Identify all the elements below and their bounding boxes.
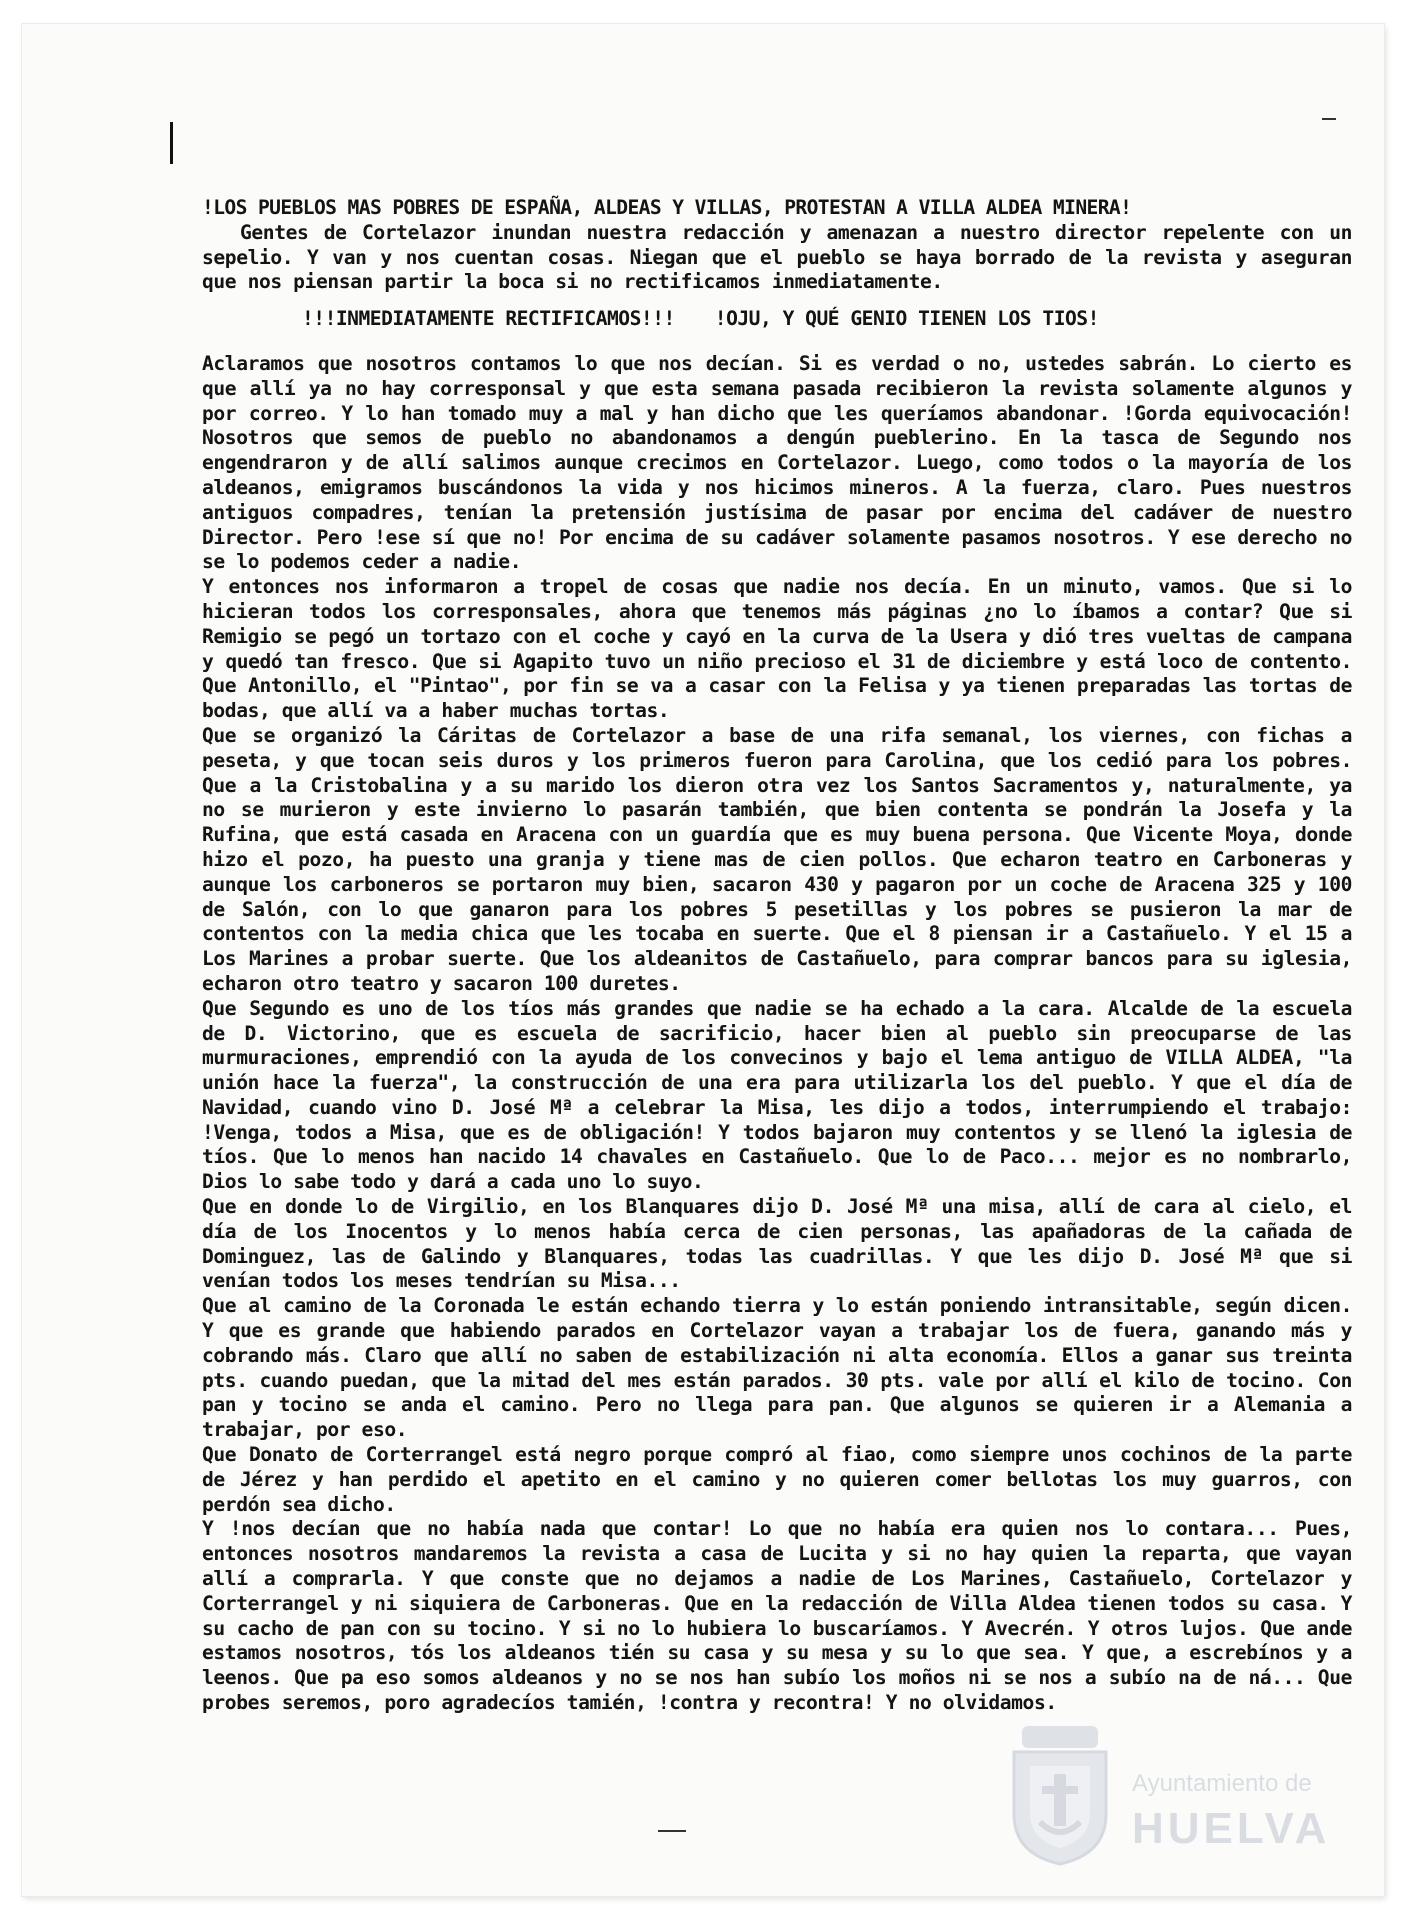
document-title: !LOS PUEBLOS MAS POBRES DE ESPAÑA, ALDEAS Y VILLAS, PROTESTAN A VILLA ALDEA MINERA! — [202, 196, 1132, 219]
corner-mark — [1322, 118, 1336, 120]
watermark-line2: HUELVA — [1132, 1804, 1331, 1853]
paragraph: Aclaramos que nosotros contamos lo que nos decían. Si es verdad o no, ustedes sabrán. Lo cierto es que allí ya no hay corresponsal y que esta semana pasada recibieron la revista solamente algunos y por correo. Y lo han tomado muy a mal y han dicho que les queríamos abandonar. !Gorda equivocación! Nosotros que semos de pueblo no abandonamos a dengún pueblerino. En la tasca de Segundo nos engendraron y de allí salimos aunque crecimos en Cortelazor. Luego, como todos o la mayoría de los aldeanos, emigramos buscándonos la vida y nos hicimos mineros. A la fuerza, claro. Pues nuestros antiguos compadres, tenían la pretensión justísima de pasar por encima del cadáver de nuestro Director. Pero !ese sí que no! Por encima de su cadáver solamente pasamos nosotros. Y ese derecho no se lo podemos ceder a nadie. — [202, 351, 1352, 574]
coat-of-arms-icon — [1000, 1722, 1120, 1868]
paragraph: Que al camino de la Coronada le están echando tierra y lo están poniendo intransitable, según dicen. Y que es grande que habiendo parados en Cortelazor vayan a trabajar los de fuera, ganando más y cobrando más. Claro que allí no saben de estabilización ni alta economía. Ellos a ganar sus treinta pts. cuando puedan, que la mitad del mes están parados. 30 pts. vale por allí el kilo de tocino. Con pan y tocino se anda el camino. Pero no llega para pan. Que algunos se quieren ir a Alemania a trabajar, por eso. — [202, 1294, 1352, 1442]
paragraph: Y entonces nos informaron a tropel de cosas que nadie nos decía. En un minuto, vamos. Que si lo hicieran todos los corresponsales, ahora que tenemos más páginas ¿no lo íbamos a contar? Que si Remigio se pegó un tortazo con el coche y cayó en la curva de la Usera y dió tres vueltas de campana y quedó tan fresco. Que si Agapito tuvo un niño precioso el 31 de diciembre y está loco de contento. Que Antonillo, el "Pintao", por fin se va a casar con la Felisa y ya tienen preparadas las tortas de bodas, que allí va a haber muchas tortas. — [202, 575, 1352, 723]
margin-mark — [170, 122, 173, 164]
paragraph: Que Donato de Corterrangel está negro porque compró al fiao, como siempre unos cochinos de la parte de Jérez y han perdido el apetito en el camino y no quieren comer bellotas los muy guarros, con perdón sea dicho. — [202, 1443, 1352, 1516]
paragraph: Que se organizó la Cáritas de Cortelazor a base de una rifa semanal, los viernes, con fichas a peseta, y que tocan seis duros y los primeros fueron para Carolina, que los cedió para los pobres. Que a la Cristobalina y a su marido los dieron otra vez los Santos Sacramentos y, naturalmente, ya no se murieron y este invierno lo pasarán también, que bien contenta se pondrán la Josefa y la Rufina, que está casada en Aracena con un guardía que es muy buena persona. Que Vicente Moya, donde hizo el pozo, ha puesto una granja y tiene mas de cien pollos. Que echaron teatro en Carboneras y aunque los carboneros se portaron muy bien, sacaron 430 y pagaron por un coche de Aracena 325 y 100 de Salón, con lo que ganaron para los pobres 5 pesetillas y los pobres se pusieron la mar de contentos con la media chica que les tocaba en suerte. Que el 8 piensan ir a Castañuelo. Y el 15 a Los Marines a probar suerte. Que los aldeanitos de Castañuelo, para comprar bancos para su iglesia, echaron otro teatro y sacaron 100 duretes. — [202, 723, 1352, 995]
sub-heading-left: !!!INMEDIATAMENTE RECTIFICAMOS!!! — [302, 307, 675, 331]
watermark-line1: Ayuntamiento de — [1132, 1770, 1312, 1797]
paragraph: Que en donde lo de Virgilio, en los Blanquares dijo D. José Mª una misa, allí de cara al cielo, el día de los Inocentos y lo menos había cerca de cien personas, las apañadoras de la cañada de Dominguez, las de Galindo y Blanquares, todas las cuadrillas. Y que les dijo D. José Mª que si venían todos los meses tendrían su Misa... — [202, 1195, 1352, 1293]
archive-watermark — [1000, 1722, 1340, 1872]
footer-mark — [658, 1830, 686, 1832]
document-body — [202, 196, 1352, 1716]
paragraph: Que Segundo es uno de los tíos más grandes que nadie se ha echado a la cara. Alcalde de la escuela de D. Victorino, que es escuela de sacrificio, hacer bien al pueblo sin preocuparse de las murmuraciones, emprendió con la ayuda de los convecinos y bajo el lema antiguo de VILLA ALDEA, "la unión hace la fuerza", la construcción de una era para utilizarla los del pueblo. Y que el día de Navidad, cuando vino D. José Mª a celebrar la Misa, les dijo a todos, interrumpiendo el trabajo: !Venga, todos a Misa, que es de obligación! Y todos bajaron muy contentos y se llenó la iglesia de tíos. Que lo menos han nacido 14 chavales en Castañuelo. Que lo de Paco... mejor es no nombrarlo, Dios lo sabe todo y dará a cada uno lo suyo. — [202, 996, 1352, 1194]
article-paragraphs — [202, 352, 1352, 1716]
sub-heading-right: !OJU, Y QUÉ GENIO TIENEN LOS TIOS! — [714, 307, 1099, 331]
intro-paragraph: Gentes de Cortelazor inundan nuestra redacción y amenazan a nuestro director repelente con un sepelio. Y van y nos cuentan cosas. Niegan que el pueblo se haya borrado de la revista y aseguran que nos piensan partir la boca si no rectificamos inmediatamente. — [202, 220, 1352, 294]
paragraph: Y !nos decían que no había nada que contar! Lo que no había era quien nos lo contara... Pues, entonces nosotros mandaremos la revista a casa de Lucita y si no hay quien la reparta, que vayan allí a comprarla. Y que conste que no dejamos a nadie de Los Marines, Castañuelo, Cortelazor y Corterrangel y ni siquiera de Carboneras. Que en la redacción de Villa Aldea tienen todos su casa. Y su cacho de pan con su tocino. Y si no lo hubiera lo buscaríamos. Y Avecrén. Y otros lujos. Que ande estamos nosotros, tós los aldeanos tién su casa y su mesa y su lo que sea. Y que, a escrebínos y a leenos. Que pa eso somos aldeanos y no se nos han subío los moños ni se nos a subío na de ná... Que probes seremos, poro agradecíos tamién, !contra y recontra! Y no olvidamos. — [202, 1517, 1352, 1715]
sub-heading — [302, 307, 1352, 332]
